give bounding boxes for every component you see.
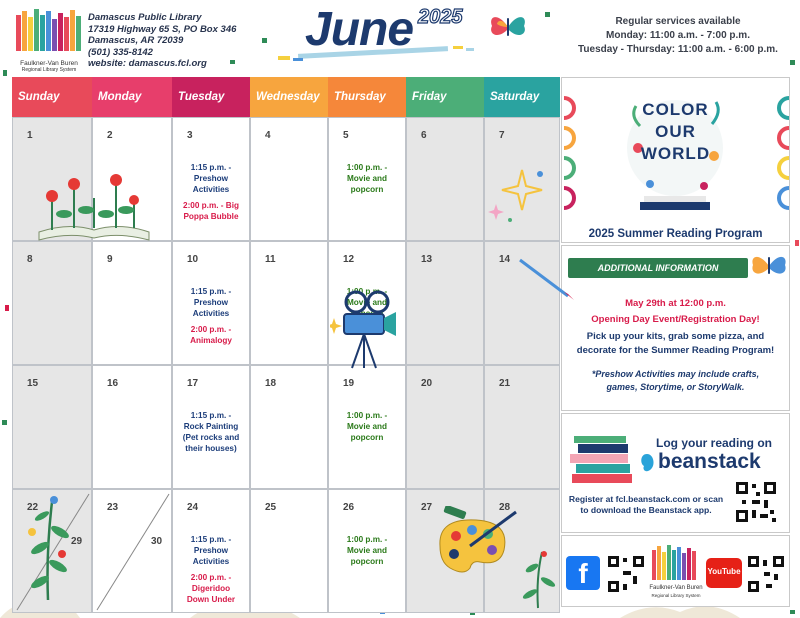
beanstack-panel bbox=[561, 413, 790, 533]
day-number: 8 bbox=[27, 254, 33, 265]
day-number: 5 bbox=[343, 130, 349, 141]
day-cell bbox=[406, 365, 484, 489]
paintbrush-icon bbox=[518, 256, 576, 302]
butterfly-icon bbox=[750, 250, 788, 282]
day-cell bbox=[250, 241, 328, 365]
book-stack-icon bbox=[568, 434, 638, 486]
day-number: 3 bbox=[187, 130, 193, 141]
day-number: 11 bbox=[265, 254, 276, 265]
day-number: 22 bbox=[27, 502, 39, 513]
day-cell bbox=[328, 489, 406, 613]
additional-info-panel bbox=[561, 245, 790, 411]
day-cell bbox=[172, 241, 250, 365]
calendar-event: 1:00 p.m. - Movie and popcorn bbox=[346, 411, 388, 442]
beanstack-brand[interactable]: beanstack bbox=[658, 450, 761, 473]
day-number: 2 bbox=[107, 130, 113, 141]
library-address-1: 17319 Highway 65 S, PO Box 346 bbox=[88, 23, 237, 35]
day-number: 23 bbox=[107, 502, 119, 513]
day-header-saturday: Saturday bbox=[484, 77, 560, 117]
day-number: 28 bbox=[499, 502, 511, 513]
day-number: 26 bbox=[343, 502, 355, 513]
day-cell bbox=[172, 365, 250, 489]
day-number: 6 bbox=[421, 130, 427, 141]
library-website[interactable]: website: damascus.fcl.org bbox=[88, 58, 207, 69]
day-header-thursday: Thursday bbox=[328, 77, 406, 117]
day-cell bbox=[484, 365, 560, 489]
info-banner-label: ADDITIONAL INFORMATION bbox=[597, 263, 719, 273]
book-flowers-illustration bbox=[34, 170, 154, 242]
logo-text: Faulkner-Van Buren bbox=[20, 60, 78, 67]
month-title: June bbox=[305, 3, 414, 56]
info-event: Opening Day Event/Registration Day! bbox=[591, 314, 760, 325]
split-day-divider bbox=[93, 490, 173, 614]
srp-caption: 2025 Summer Reading Program bbox=[588, 228, 763, 240]
qr-code-icon[interactable] bbox=[734, 480, 778, 524]
calendar-event: 2:00 p.m. - Animalogy bbox=[190, 325, 232, 345]
day-number-second: 29 bbox=[71, 536, 83, 547]
info-date: May 29th at 12:00 p.m. bbox=[625, 298, 726, 309]
day-cell bbox=[250, 489, 328, 613]
day-header-monday: Monday bbox=[92, 77, 172, 117]
day-number: 9 bbox=[107, 254, 113, 265]
day-cell bbox=[92, 365, 172, 489]
library-name: Damascus Public Library bbox=[88, 12, 202, 23]
day-number: 14 bbox=[499, 254, 511, 265]
service-hours bbox=[560, 15, 796, 57]
calendar-event: 1:15 p.m. - Preshow Activities bbox=[190, 287, 232, 318]
day-number: 21 bbox=[499, 378, 511, 389]
srp-title-line-2: OUR bbox=[655, 122, 696, 141]
day-cell bbox=[172, 489, 250, 613]
day-number: 12 bbox=[343, 254, 355, 265]
day-cell bbox=[328, 117, 406, 241]
calendar-event: 2:00 p.m. - Digeridoo Down Under bbox=[186, 573, 236, 604]
library-info bbox=[88, 12, 236, 70]
day-number: 17 bbox=[187, 378, 199, 389]
plant-illustration bbox=[18, 492, 78, 604]
day-cell bbox=[406, 117, 484, 241]
calendar-event: 1:00 p.m. - Movie and bbox=[346, 287, 388, 307]
social-logo-text: Faulkner-Van Buren bbox=[649, 585, 703, 591]
day-cell bbox=[406, 241, 484, 365]
day-cell bbox=[250, 117, 328, 241]
hours-title: Regular services available bbox=[615, 16, 741, 27]
hours-tue-thu: Tuesday - Thursday: 11:00 a.m. - 6:00 p.m. bbox=[578, 44, 778, 55]
srp-title-line-1: COLOR bbox=[642, 100, 709, 119]
paint-palette-illustration bbox=[430, 506, 520, 576]
qr-code-icon[interactable] bbox=[606, 554, 646, 594]
day-number: 18 bbox=[265, 378, 277, 389]
calendar-event: 1:00 p.m. - Movie and popcorn bbox=[346, 535, 388, 566]
day-cell bbox=[328, 365, 406, 489]
day-number: 20 bbox=[421, 378, 433, 389]
butterfly-icon bbox=[488, 10, 528, 44]
day-number: 1 bbox=[27, 130, 33, 141]
movie-camera-illustration bbox=[330, 288, 404, 372]
day-number: 16 bbox=[107, 378, 119, 389]
day-cell bbox=[172, 117, 250, 241]
day-number: 7 bbox=[499, 130, 505, 141]
day-cell bbox=[92, 241, 172, 365]
summer-reading-panel bbox=[561, 77, 790, 243]
social-logo-subtext: Regional Library System bbox=[651, 593, 701, 598]
day-number: 10 bbox=[187, 254, 199, 265]
beanstack-logo-icon bbox=[638, 452, 656, 474]
year-title: 2025 bbox=[418, 6, 463, 28]
day-header-tuesday: Tuesday bbox=[172, 77, 250, 117]
info-note: *Preshow Activities may include crafts, games, Storytime, or StoryWalk. bbox=[591, 369, 760, 392]
day-number: 13 bbox=[421, 254, 433, 265]
day-header-sunday: Sunday bbox=[12, 77, 92, 117]
srp-title-line-3: WORLD bbox=[640, 144, 711, 163]
hours-monday: Monday: 11:00 a.m. - 7:00 p.m. bbox=[606, 30, 750, 41]
library-logo bbox=[14, 7, 84, 73]
day-number: 15 bbox=[27, 378, 39, 389]
logo-subtext: Regional Library System bbox=[21, 67, 77, 73]
calendar-event: 1:15 p.m. - Rock Painting (Pet rocks and their houses) bbox=[182, 411, 240, 453]
day-number-second: 30 bbox=[151, 536, 163, 547]
day-cell bbox=[12, 365, 92, 489]
library-address-2: Damascus, AR 72039 bbox=[88, 35, 184, 46]
library-logo-icon bbox=[650, 544, 702, 584]
info-body: Pick up your kits, grab some pizza, and decorate for the Summer Reading Program! bbox=[576, 331, 775, 356]
calendar-event: 1:15 p.m. - Preshow Activities bbox=[190, 163, 232, 194]
calendar-event: 2:00 p.m. - Big Poppa Bubble bbox=[183, 201, 239, 221]
calendar-event: 1:15 p.m. - Preshow Activities bbox=[190, 535, 232, 566]
qr-code-icon[interactable] bbox=[746, 554, 786, 594]
day-cell bbox=[12, 241, 92, 365]
social-panel bbox=[561, 535, 790, 607]
day-cell bbox=[250, 365, 328, 489]
plant-illustration bbox=[516, 548, 560, 610]
day-number: 24 bbox=[187, 502, 199, 513]
facebook-label: f bbox=[578, 558, 588, 589]
day-number: 25 bbox=[265, 502, 277, 513]
day-number: 4 bbox=[265, 130, 271, 141]
beanstack-register-text: Register at fcl.beanstack.com or scan to download the Beanstack app. bbox=[568, 494, 724, 515]
day-number: 19 bbox=[343, 378, 355, 389]
sparkles-illustration bbox=[486, 164, 556, 232]
library-phone: (501) 335-8142 bbox=[88, 46, 153, 58]
youtube-label: YouTube bbox=[707, 567, 741, 576]
day-header-friday: Friday bbox=[406, 77, 484, 117]
library-logo-icon bbox=[14, 7, 84, 55]
calendar-event: 1:00 p.m. - Movie and popcorn bbox=[346, 163, 388, 194]
day-header-wednesday: Wednesday bbox=[250, 77, 328, 117]
day-cell bbox=[92, 489, 172, 613]
day-number: 27 bbox=[421, 502, 433, 513]
beanstack-log-text: Log your reading on bbox=[656, 436, 772, 450]
